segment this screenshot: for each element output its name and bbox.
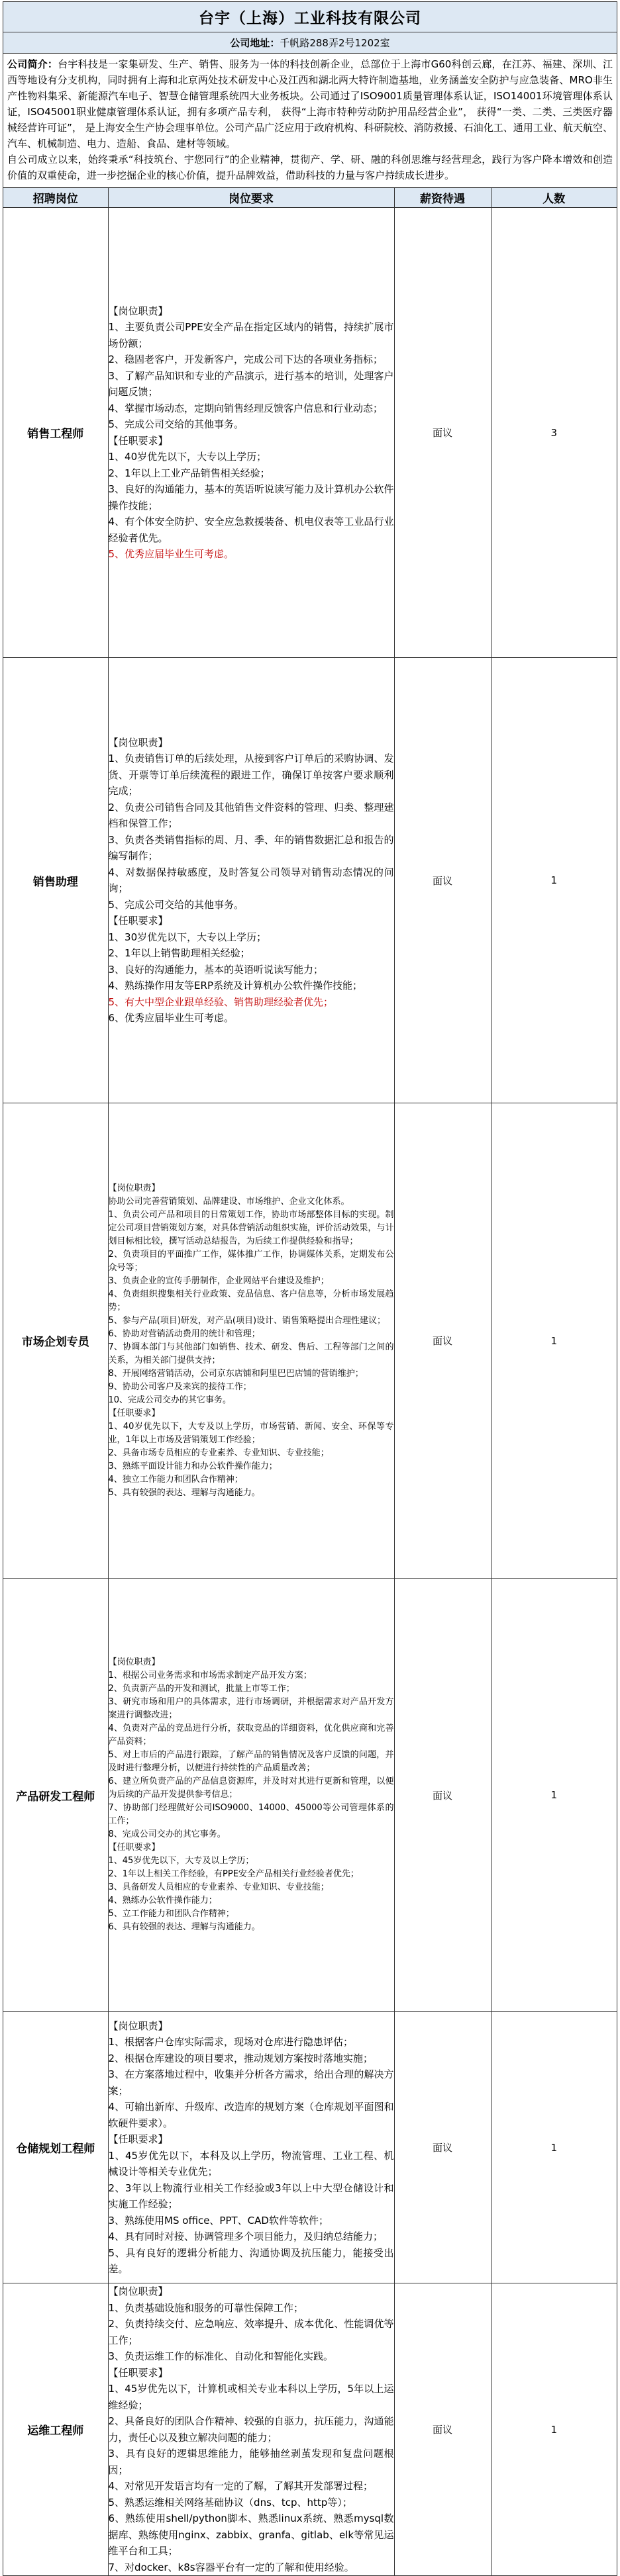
job-salary: 面议 bbox=[394, 2283, 491, 2576]
requirement-line: 5、立工作能力和团队合作精神； bbox=[108, 1909, 234, 1919]
requirement-line: 2、1年以上相关工作经验，有PPE安全产品相关行业经验者优先； bbox=[108, 1869, 359, 1879]
requirement-line: 5、优秀应届毕业生可考虑。 bbox=[108, 548, 234, 560]
table-row bbox=[3, 1103, 617, 1579]
requirement-line: 2、负责持续交付、应急响应、效率提升、成本优化、性能调优等工作； bbox=[108, 2318, 394, 2346]
requirement-line: 8、完成公司交办的其它事务。 bbox=[108, 1829, 226, 1839]
requirement-line: 4、熟练办公软件操作能力； bbox=[108, 1896, 217, 1906]
job-requirements bbox=[108, 2012, 394, 2283]
jobs-table-body bbox=[3, 208, 617, 2576]
job-count: 1 bbox=[491, 2283, 617, 2576]
job-salary: 面议 bbox=[394, 1579, 491, 2012]
requirement-line: 8、开展网络营销活动，公司京东店铺和阿里巴巴店铺的营销维护； bbox=[108, 1368, 364, 1379]
requirement-line: 4、可输出新库、升级库、改造库的规划方案（仓库规划平面图和软硬件要求）。 bbox=[108, 2101, 394, 2129]
job-requirements bbox=[108, 1579, 394, 2012]
requirement-line: 1、负责公司产品和项目的日常策划工作，协助市场部整体目标的实现。制定公司项目营销策划方案，对具体营销活动组织实施，评价活动效果，与计划目标相比较，撰写活动总结报告，为后续工作提供经验和指导； bbox=[108, 1209, 394, 1246]
job-requirements bbox=[108, 658, 394, 1103]
requirement-line: 2、1年以上工业产品销售相关经验； bbox=[108, 467, 270, 479]
job-count: 3 bbox=[491, 208, 617, 658]
requirement-line: 2、具备良好的团队合作精神、较强的自驱力，抗压能力，沟通能力，责任心以及独立解决问题的能力； bbox=[108, 2415, 394, 2444]
requirement-line: 9、协助公司客户及来宾的接待工作； bbox=[108, 1381, 252, 1392]
requirement-line: 【任职要求】 bbox=[108, 1843, 160, 1853]
requirement-line: 【岗位职责】 bbox=[108, 1183, 160, 1193]
requirement-line: 6、熟练使用shell/python脚本、熟悉linux系统、熟悉mysql数据库、熟练使用nginx、zabbix、granfa、gitlab、elk等常见运维平台和工具； bbox=[108, 2512, 394, 2557]
requirement-line: 1、45岁优先以下，本科及以上学历，物流管理、工业工程、机械设计等相关专业优先； bbox=[108, 2149, 394, 2178]
requirement-line: 1、负责销售订单的后续处理，从接到客户订单后的采购协调、发货、开票等订单后续流程的跟进工作，确保订单按客户要求顺利完成； bbox=[108, 753, 394, 797]
requirement-line: 【任职要求】 bbox=[108, 915, 168, 927]
requirement-line: 1、45岁优先以下，大专及以上学历； bbox=[108, 1856, 254, 1866]
table-row bbox=[3, 1579, 617, 2012]
job-requirements bbox=[108, 1103, 394, 1579]
requirement-line: 6、建立所负责产品的产品信息资源库，并及时对其进行更新和管理，以便为后续的产品开发提供参考信息； bbox=[108, 1776, 394, 1800]
requirement-line: 1、主要负责公司PPE安全产品在指定区域内的销售，持续扩展市场份额； bbox=[108, 321, 394, 349]
header bbox=[3, 2, 617, 54]
requirement-line: 5、对上市后的产品进行跟踪，了解产品的销售情况及客户反馈的问题，并及时进行整理分析，以便进行持续性的产品质量改善； bbox=[108, 1750, 394, 1773]
requirement-line: 2、负责公司销售合同及其他销售文件资料的管理、归类、整理建档和保管工作； bbox=[108, 801, 394, 829]
requirement-line: 【岗位职责】 bbox=[108, 2019, 168, 2032]
job-count: 1 bbox=[491, 2012, 617, 2283]
job-position: 运维工程师 bbox=[3, 2283, 108, 2576]
requirement-line: 5、完成公司交给的其他事务。 bbox=[108, 898, 244, 911]
requirement-line: 2、稳固老客户，开发新客户，完成公司下达的各项业务指标； bbox=[108, 353, 384, 365]
requirement-line: 2、1年以上销售助理相关经验； bbox=[108, 947, 250, 959]
requirement-line: 1、40岁优先以下，大专及以上学历，市场营销、新闻、安全、环保等专业，1年以上市场及营销策划工作经验； bbox=[108, 1421, 394, 1445]
requirement-line: 1、根据客户仓库实际需求，现场对仓库进行隐患评估； bbox=[108, 2036, 354, 2048]
job-count: 1 bbox=[491, 1103, 617, 1579]
requirement-line: 4、独立工作能力和团队合作精神； bbox=[108, 1474, 243, 1485]
requirement-line: 【岗位职责】 bbox=[108, 2285, 168, 2297]
requirement-line: 5、具有较强的表达、理解与沟通能力。 bbox=[108, 1487, 260, 1498]
header-count: 人数 bbox=[491, 188, 617, 208]
requirement-line: 3、负责企业的宣传手册制作，企业网站平台建设及维护； bbox=[108, 1275, 329, 1286]
requirement-line: 5、参与产品(项目)研发，对产品(项目)设计、销售策略提出合理性建议； bbox=[108, 1315, 386, 1326]
requirement-line: 3、具有良好的逻辑思维能力，能够抽丝剥茧发现和复盘问题根因； bbox=[108, 2448, 394, 2476]
requirement-line: 2、根据仓库建设的项目要求，推动规划方案按时落地实施； bbox=[108, 2052, 374, 2064]
job-count: 1 bbox=[491, 658, 617, 1103]
requirement-line: 2、3年以上物流行业相关工作经验或3年以上中大型仓储设计和实施工作经验； bbox=[108, 2182, 394, 2210]
table-row bbox=[3, 208, 617, 658]
requirement-line: 1、负责基础设施和服务的可靠性保障工作； bbox=[108, 2301, 304, 2314]
requirement-line: 3、熟练使用MS office、PPT、CAD软件等软件； bbox=[108, 2214, 329, 2227]
requirement-line: 4、对常见开发语言均有一定的了解，了解其开发部署过程； bbox=[108, 2480, 374, 2492]
requirement-line: 1、40岁优先以下，大专以上学历； bbox=[108, 451, 267, 463]
requirement-line: 7、协调本部门与其他部门如销售、技术、研发、售后、工程等部门之间的关系，为相关部门提供支持； bbox=[108, 1342, 394, 1365]
requirement-line: 3、了解产品知识和专业的产品演示，进行基本的培训，处理客户问题反馈； bbox=[108, 369, 394, 398]
requirement-line: 2、负责项目的平面推广工作，媒体推广工作，协调媒体关系，定期发布公众号等； bbox=[108, 1249, 394, 1273]
requirement-line: 【岗位职责】 bbox=[108, 736, 168, 749]
requirement-line: 【任职要求】 bbox=[108, 1408, 160, 1418]
address-label: 公司地址： bbox=[230, 37, 280, 49]
requirement-line: 4、具有同时对接、协调管理多个项目能力，及归纳总结能力； bbox=[108, 2231, 384, 2242]
intro-text-1: 台宇科技是一家集研发、生产、销售、服务为一体的科技创新企业，总部位于上海市G60科创云廊，在江苏、福建、深圳、江西等地设有分支机构，同时拥有上海和北京两处技术研发中心及江西和湖北两大特许制造基地，业务涵盖安全防护与应急装备、MRO非生产性物料集采、新能源汽车电子、智慧仓储管理系统四大业务板块。公司通过了ISO9001质量管理体系认证，ISO14001环境管理体系认证，ISO45001职业健康管理体系认证，拥有多项产品专利， 获得“上海市特种劳动防护用品经营企业”， 获得“一类、二类、三类医疗器械经营许可证”， 是上海安全生产协会理事单位。公司产品广泛应用于政府机构、科研院校、消防救援、石油化工、通用工业、航天航空、汽车、机械制造、电力、造船、食品、建材等领域。 bbox=[7, 58, 613, 150]
job-salary: 面议 bbox=[394, 658, 491, 1103]
requirement-line: 3、在方案落地过程中，收集并分析各方需求，给出合理的解决方案； bbox=[108, 2068, 394, 2097]
job-salary: 面议 bbox=[394, 1103, 491, 1579]
requirement-line: 【岗位职责】 bbox=[108, 304, 168, 317]
intro-label: 公司简介： bbox=[7, 58, 58, 70]
company-intro bbox=[3, 54, 617, 188]
job-requirements bbox=[108, 2283, 394, 2576]
requirement-line: 4、掌握市场动态，定期向销售经理反馈客户信息和行业动态； bbox=[108, 402, 384, 414]
requirement-line: 7、协助部门经理做好公司ISO9000、14000、45000等公司管理体系的工作； bbox=[108, 1803, 394, 1826]
job-salary: 面议 bbox=[394, 208, 491, 658]
header-requirements: 岗位要求 bbox=[108, 188, 394, 208]
requirement-line: 6、优秀应届毕业生可考虑。 bbox=[108, 1012, 234, 1024]
requirement-line: 【任职要求】 bbox=[108, 434, 168, 447]
job-position: 产品研发工程师 bbox=[3, 1579, 108, 2012]
requirement-line: 5、具有良好的逻辑分析能力、沟通协调及抗压能力，能接受出差。 bbox=[108, 2246, 394, 2275]
requirement-line: 4、对数据保持敏感度，及时答复公司领导对销售动态情况的问询； bbox=[108, 866, 394, 894]
job-count: 1 bbox=[491, 1579, 617, 2012]
requirement-line: 5、完成公司交给的其他事务。 bbox=[108, 418, 244, 430]
job-salary: 面议 bbox=[394, 2012, 491, 2283]
job-position: 市场企划专员 bbox=[3, 1103, 108, 1579]
job-requirements bbox=[108, 208, 394, 658]
requirement-line: 2、负责新产品的开发和测试，批量上市等工作； bbox=[108, 1684, 295, 1694]
requirement-line: 3、负责各类销售指标的周、月、季、年的销售数据汇总和报告的编写制作； bbox=[108, 833, 394, 862]
requirement-line: 3、良好的沟通能力，基本的英语听说读写能力及计算机办公软件操作技能； bbox=[108, 483, 394, 512]
requirement-line: 1、30岁优先以下，大专以上学历； bbox=[108, 931, 267, 943]
requirement-line: 1、45岁优先以下，计算机或相关专业本科以上学历，5年以上运维经验； bbox=[108, 2383, 394, 2411]
requirement-line: 4、熟练操作用友等ERP系统及计算机办公软件操作技能； bbox=[108, 980, 362, 991]
intro-paragraph-2: 自公司成立以来，始终秉承“科技筑台、宇您同行”的企业精神，贯彻产、学、研、融的科创思维与经营理念，践行为客户降本增效和创造价值的双重使命，进一步挖掘企业的核心价值，提升品牌效益，借助科技的力量与客户持续成长进步。 bbox=[7, 154, 613, 181]
requirement-line: 2、具备市场专员相应的专业素养、专业知识、专业技能； bbox=[108, 1448, 329, 1458]
table-header-row bbox=[3, 188, 617, 208]
requirement-line: 3、熟练平面设计能力和办公软件操作能力； bbox=[108, 1461, 278, 1471]
requirement-line: 4、负责组织搜集相关行业政策、竞品信息、客户信息等，分析市场发展趋势； bbox=[108, 1289, 394, 1312]
requirement-line: 【任职要求】 bbox=[108, 2133, 168, 2145]
requirement-line: 3、具备研发人员相应的专业素养、专业知识、专业技能； bbox=[108, 1882, 329, 1892]
requirement-line: 3、负责运维工作的标准化、自动化和智能化实践。 bbox=[108, 2350, 334, 2362]
intro-paragraph-1 bbox=[7, 56, 613, 152]
requirement-line: 6、协助对营销活动费用的统计和管理； bbox=[108, 1328, 260, 1339]
requirement-line: 【任职要求】 bbox=[108, 2366, 168, 2379]
address-value: 千帆路288弄2号1202室 bbox=[280, 37, 390, 49]
requirement-line: 3、良好的沟通能力，基本的英语听说读写能力； bbox=[108, 963, 324, 976]
header-position: 招聘岗位 bbox=[3, 188, 108, 208]
table-row bbox=[3, 2283, 617, 2576]
requirement-line: 5、熟悉运维相关网络基础协议（dns、tcp、http等）； bbox=[108, 2496, 352, 2508]
table-row bbox=[3, 658, 617, 1103]
requirement-line: 7、对docker、k8s容器平台有一定的了解和使用经验。 bbox=[108, 2561, 354, 2573]
job-position: 销售工程师 bbox=[3, 208, 108, 658]
requirement-line: 4、有个体安全防护、安全应急救援装备、机电仪表等工业品行业经验者优先。 bbox=[108, 516, 394, 544]
company-address bbox=[3, 32, 617, 53]
jobs-table bbox=[3, 188, 617, 2575]
header-salary: 薪资待遇 bbox=[394, 188, 491, 208]
requirement-line: 3、研究市场和用户的具体需求，进行市场调研，并根据需求对产品开发方案进行调整改进； bbox=[108, 1697, 394, 1720]
job-position: 仓储规划工程师 bbox=[3, 2012, 108, 2283]
requirement-line: 6、具有较强的表达、理解与沟通能力。 bbox=[108, 1922, 260, 1932]
job-position: 销售助理 bbox=[3, 658, 108, 1103]
table-row bbox=[3, 2012, 617, 2283]
requirement-line: 5、有大中型企业跟单经验、销售助理经验者优先； bbox=[108, 995, 334, 1008]
requirement-line: 【岗位职责】 bbox=[108, 1657, 160, 1667]
requirement-line: 1、根据公司业务需求和市场需求制定产品开发方案； bbox=[108, 1671, 312, 1680]
recruitment-page bbox=[3, 1, 617, 2576]
company-title: 台宇（上海）工业科技有限公司 bbox=[3, 2, 617, 32]
requirement-line: 4、负责对产品的竞品进行分析，获取竞品的详细资料，优化供应商和完善产品资料； bbox=[108, 1724, 394, 1747]
requirement-line: 10、完成公司交办的其它事务。 bbox=[108, 1395, 232, 1405]
requirement-line: 协助公司完善营销策划、品牌建设、市场维护、企业文化体系。 bbox=[108, 1196, 350, 1207]
